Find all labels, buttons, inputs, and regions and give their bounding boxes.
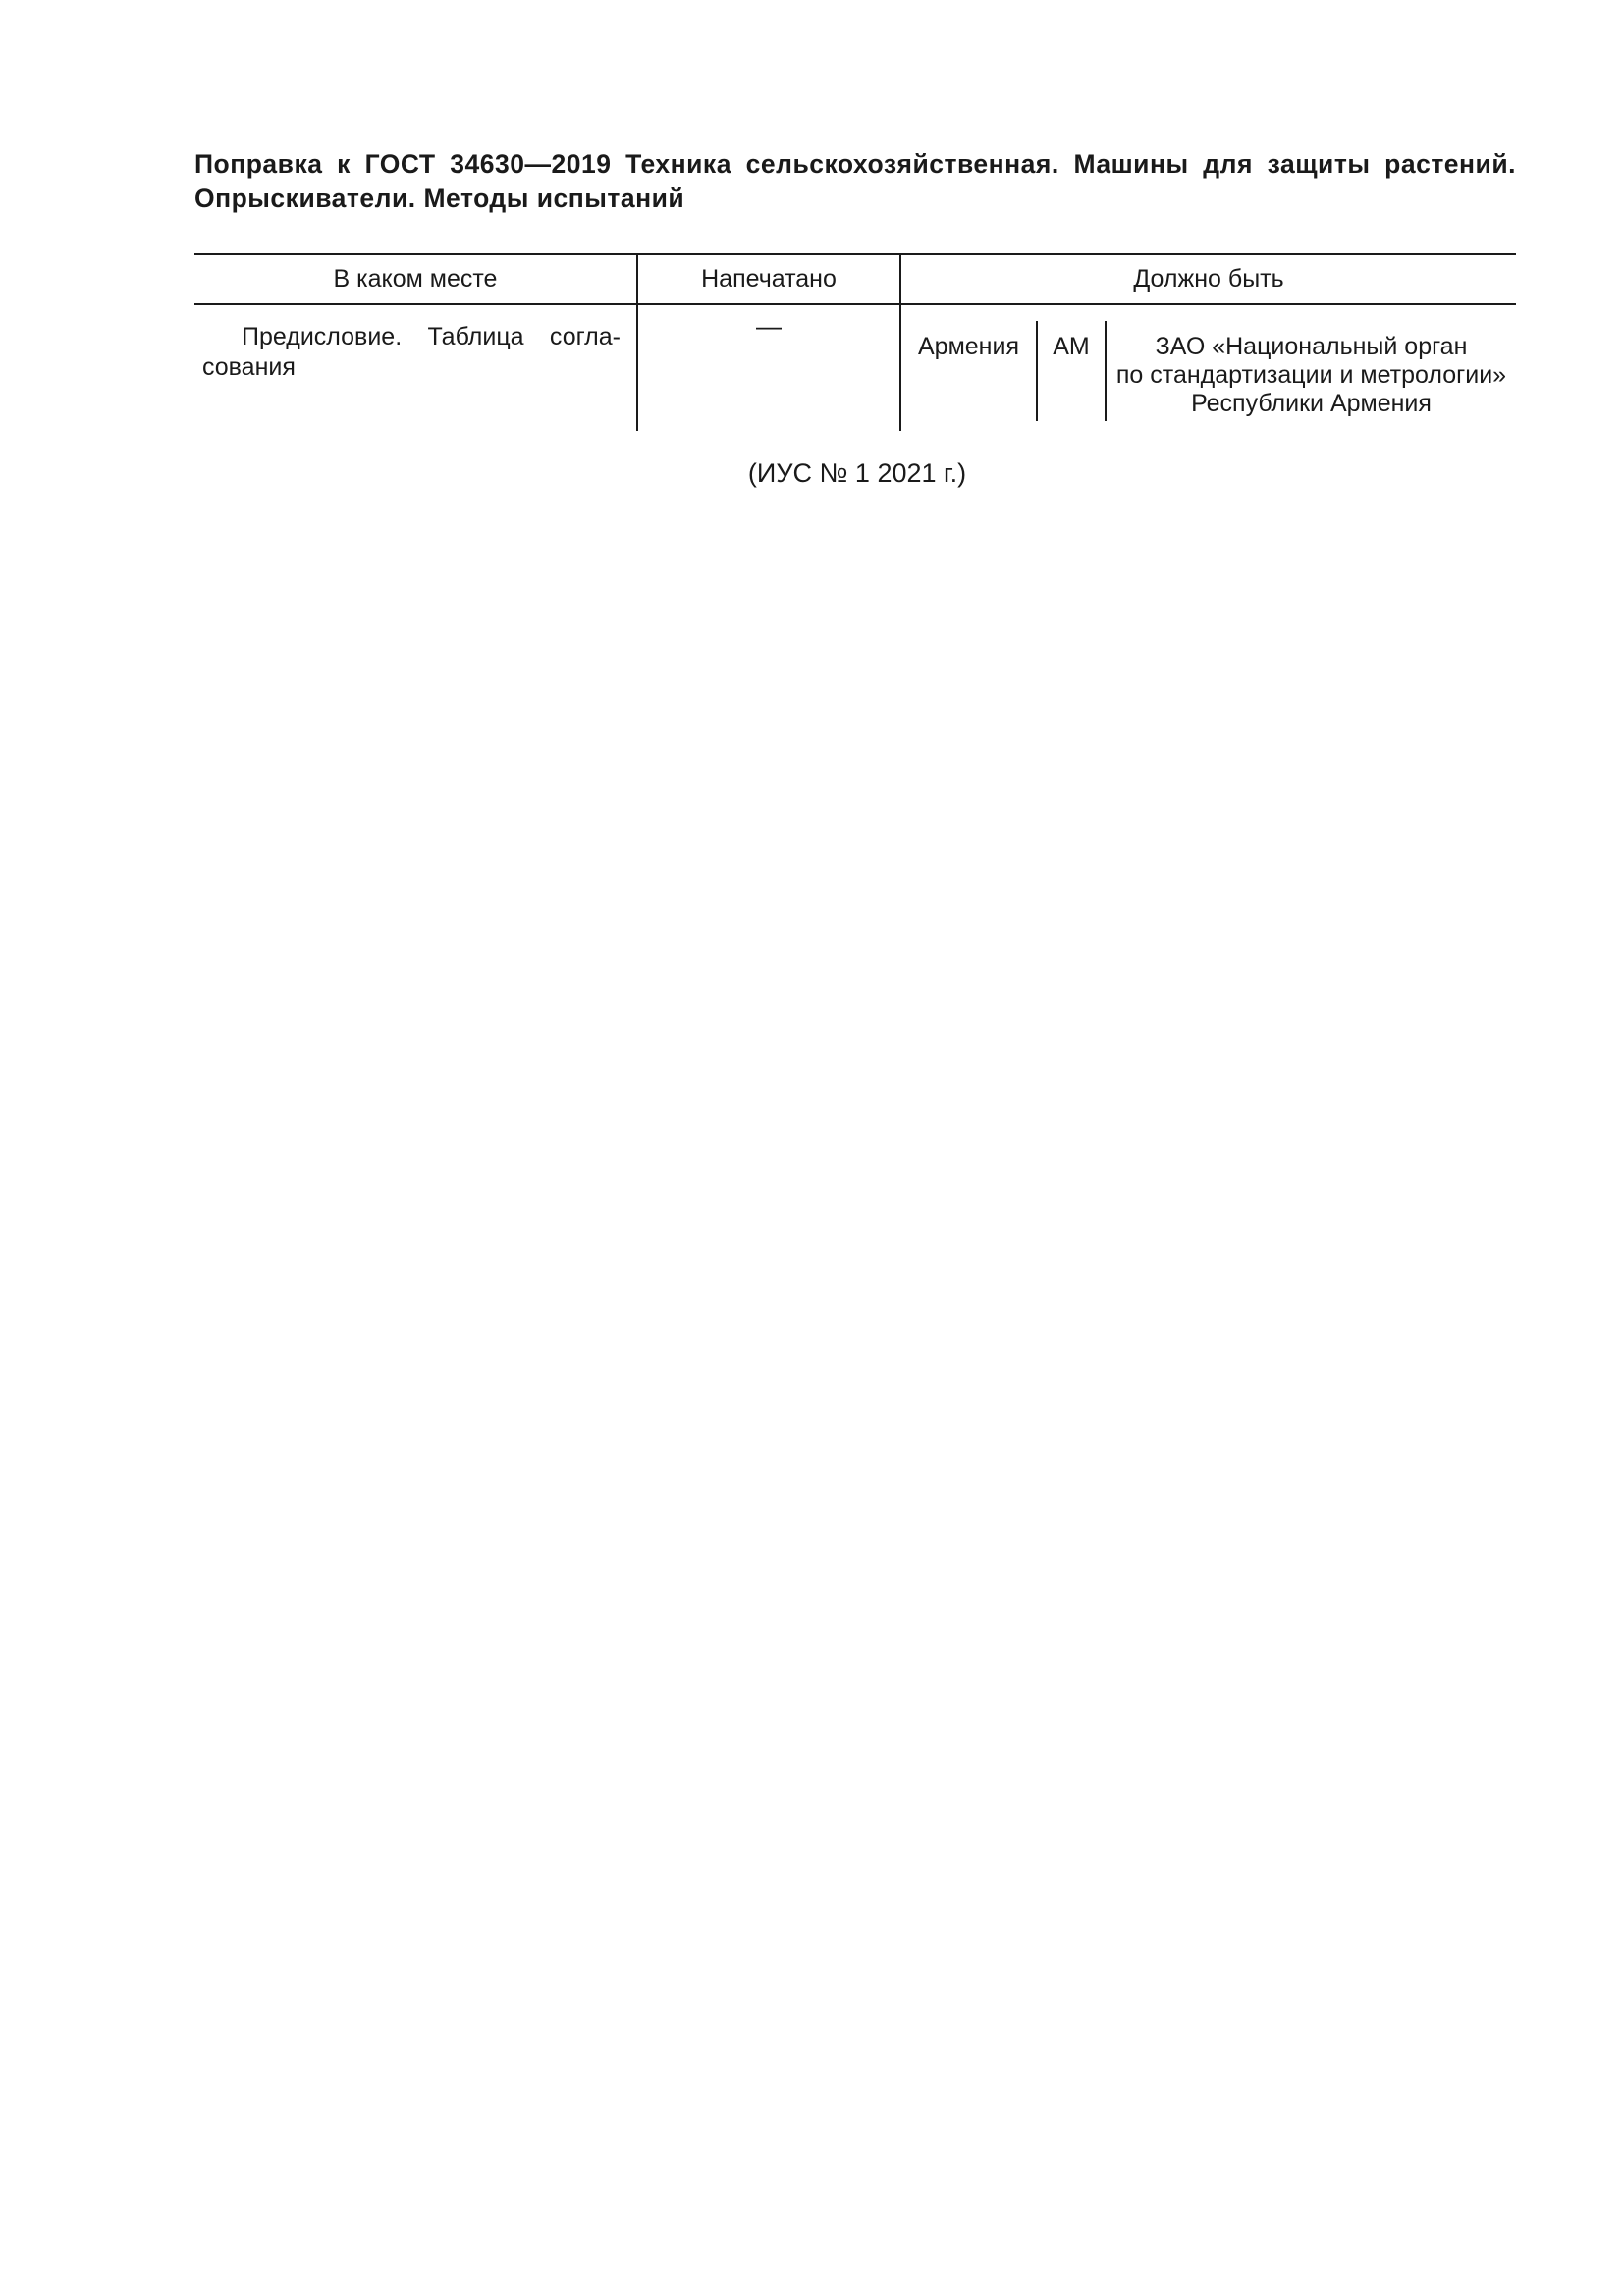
- cell-printed: [637, 304, 900, 431]
- printed-text: —: [756, 311, 782, 341]
- header-place: В каком месте: [194, 254, 637, 304]
- header-printed: Напечатано: [637, 254, 900, 304]
- issue-reference: (ИУС № 1 2021 г.): [747, 458, 967, 488]
- table-row: [194, 304, 1516, 431]
- page-title: Поправка к ГОСТ 34630—2019 Техника сельскохозяйственная. Машины для защиты растений. Опрыскиватели. Методы испытаний: [194, 149, 1516, 213]
- place-text: Предисловие. Таблица согла-сования: [202, 323, 621, 381]
- organization-line-1: ЗАО «Национальный орган: [1155, 333, 1468, 360]
- country-code: AM: [1036, 321, 1107, 421]
- cell-place: [194, 304, 637, 431]
- header-should-be: Должно быть: [900, 254, 1516, 304]
- organization-line-3: Республики Армения: [1191, 390, 1432, 417]
- organization-name: [1107, 307, 1516, 421]
- organization-line-2: по стандартизации и метрологии»: [1115, 361, 1507, 389]
- amendment-table: [194, 253, 1516, 431]
- should-be-content: [901, 307, 1516, 421]
- country-name: Армения: [918, 333, 1019, 360]
- cell-should-be: [900, 304, 1516, 431]
- table-header-row: [194, 254, 1516, 304]
